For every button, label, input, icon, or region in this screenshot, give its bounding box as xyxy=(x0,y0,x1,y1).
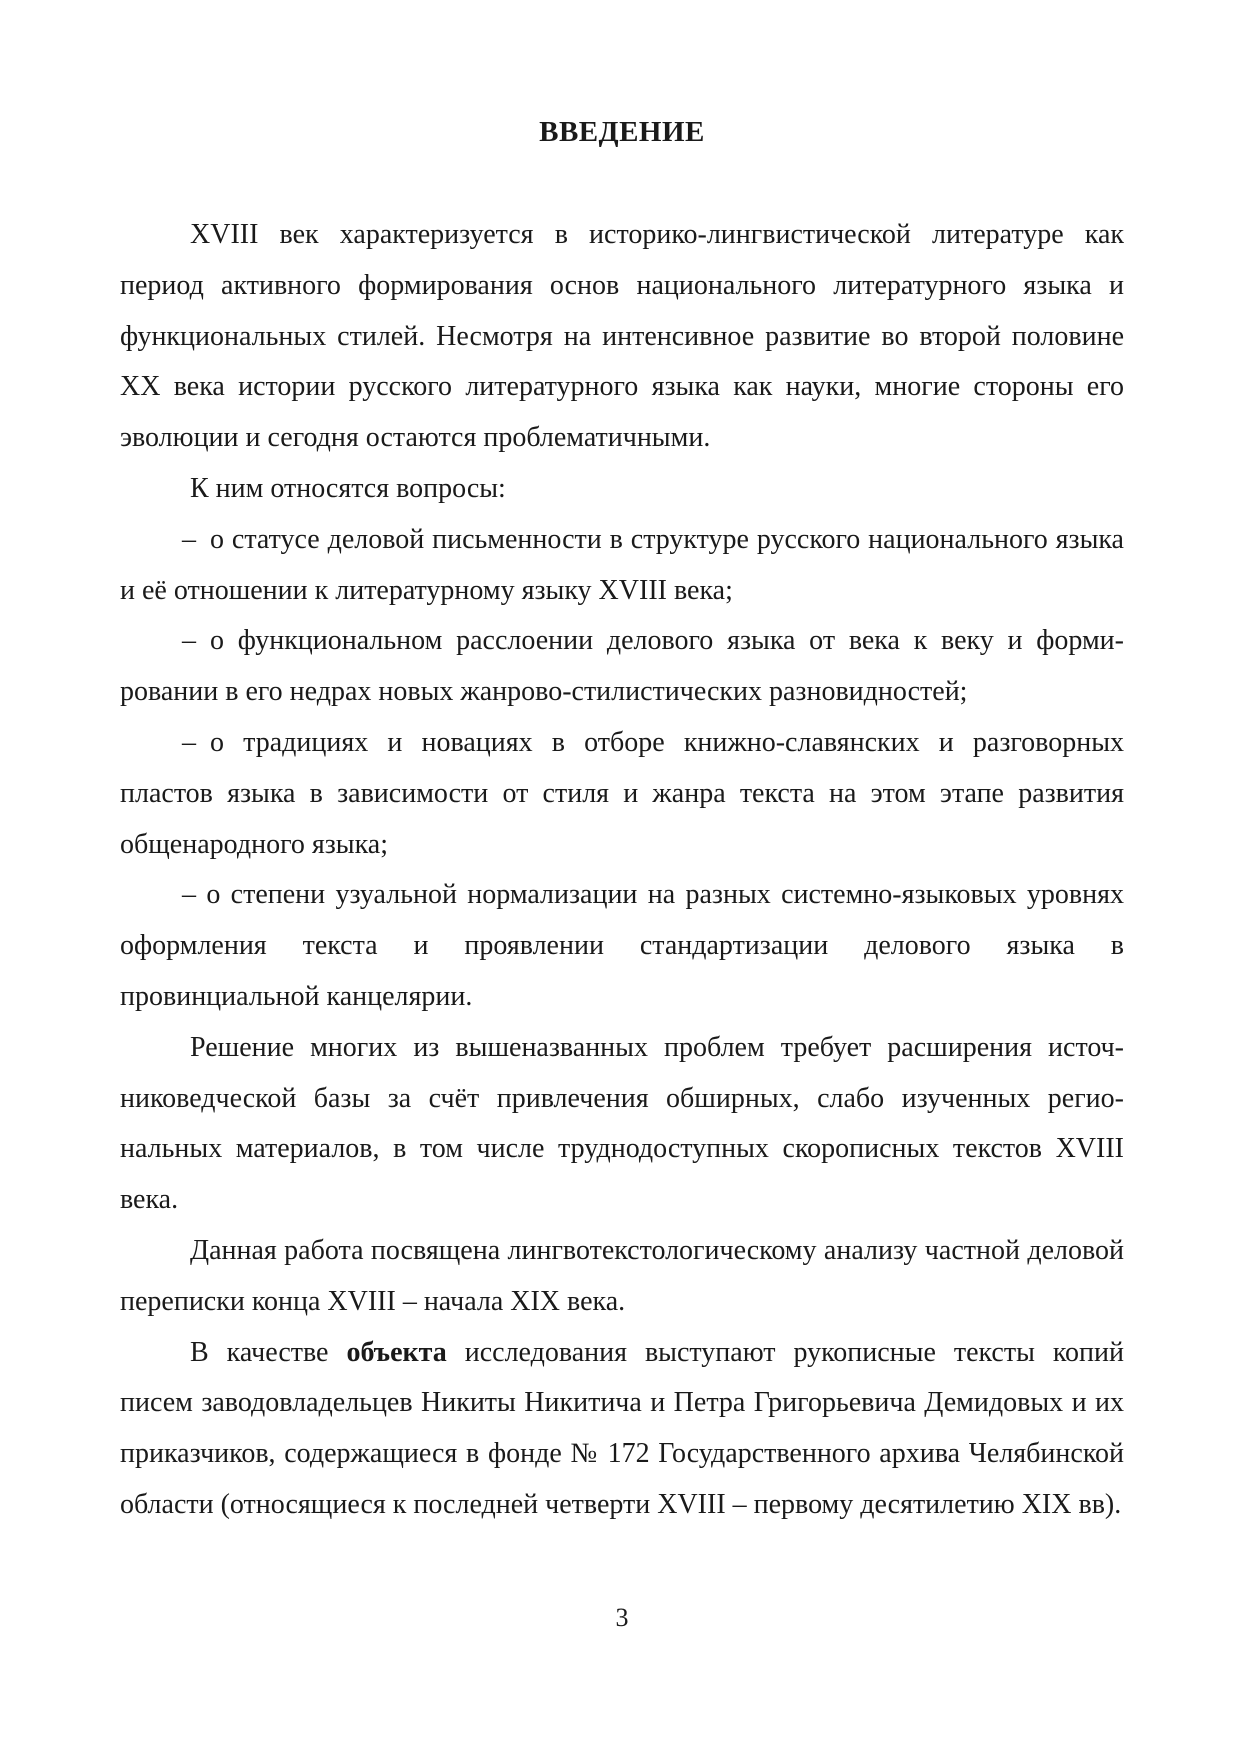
paragraph-object xyxy=(120,1328,1124,1531)
object-text-before: В качестве xyxy=(190,1336,347,1368)
list-item: – о функциональном расслоении делового языка от века к веку и формировании в его недрах новых жанрово-стилистических разновидностей; xyxy=(120,625,1124,708)
list-item: – о статусе деловой письменности в структуре русского национального языка и её отношении к литературному языку XVIII века; xyxy=(120,523,1124,606)
object-text-after: исследования выступают рукописные тексты копий писем заводовладельцев Никиты Никитича и Петра Григорьевича Демидовых и их приказчиков, содержащиеся в фонде № 172 Государственного архива Челябинской области (относящиеся к последней четверти XVIII – первому десятилетию XIX вв). xyxy=(120,1336,1124,1520)
paragraph-questions-lead: К ним относятся вопросы: xyxy=(190,472,506,504)
page-title: ВВЕДЕНИЕ xyxy=(539,116,705,148)
paragraph-intro: XVIII век характеризуется в историко-лингвистической литературе как период активного формирования основ национального литературного языка и функциональных стилей. Несмотря на интенсивное развитие во второй половине XX века истории русского литературного языка как науки, многие стороны его эволюции и сегодня остаются проблематичными. xyxy=(120,219,1124,454)
paragraph-sources: Решение многих из вышеназванных проблем требует расширения источниковедческой базы за счёт привлечения обширных, слабо изученных региональных материалов, в том числе труднодоступных скорописных текстов XVIII века. xyxy=(120,1031,1124,1216)
paragraph-topic: Данная работа посвящена лингвотекстологическому анализу частной деловой переписки конца XVIII – начала XIX века. xyxy=(120,1234,1124,1317)
list-item: – о степени узуальной нормализации на разных системно-языковых уровнях оформления текста и проявлении стандартизации делового языка в провинциальной канцелярии. xyxy=(120,879,1124,1012)
page-number: 3 xyxy=(615,1603,629,1632)
body-text xyxy=(120,210,1124,1531)
object-keyword: объекта xyxy=(346,1336,447,1368)
list-item: – о традициях и новациях в отборе книжно-славянских и разговорных пластов языка в зависимости от стиля и жанра текста на этом этапе развития общенародного языка; xyxy=(120,726,1124,860)
